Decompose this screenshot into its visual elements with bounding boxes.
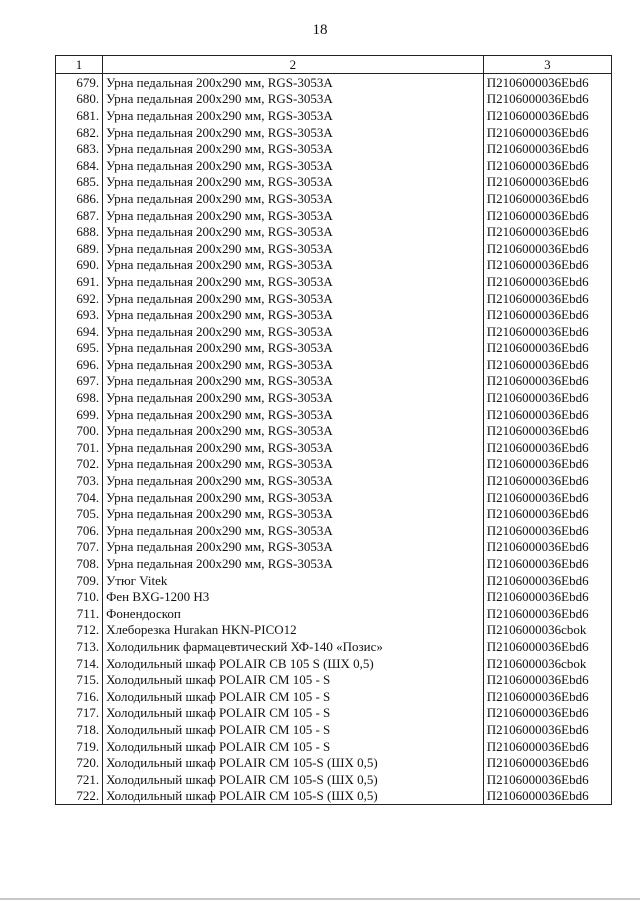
inventory-code: П2106000036Ebd6: [483, 91, 611, 108]
row-number: 717.: [56, 705, 103, 722]
item-name: Урна педальная 200х290 мм, RGS-3053A: [103, 207, 484, 224]
inventory-code: П2106000036Ebd6: [483, 472, 611, 489]
table-row: [56, 555, 612, 572]
inventory-code: П2106000036Ebd6: [483, 505, 611, 522]
row-number: 702.: [56, 456, 103, 473]
inventory-code: П2106000036Ebd6: [483, 157, 611, 174]
item-name: Урна педальная 200х290 мм, RGS-3053A: [103, 340, 484, 357]
inventory-code: П2106000036Ebd6: [483, 389, 611, 406]
table-row: [56, 605, 612, 622]
item-name: Урна педальная 200х290 мм, RGS-3053A: [103, 505, 484, 522]
table-row: [56, 788, 612, 805]
inventory-code: П2106000036Ebd6: [483, 605, 611, 622]
item-name: Урна педальная 200х290 мм, RGS-3053A: [103, 174, 484, 191]
row-number: 716.: [56, 688, 103, 705]
item-name: Урна педальная 200х290 мм, RGS-3053A: [103, 472, 484, 489]
row-number: 711.: [56, 605, 103, 622]
row-number: 686.: [56, 190, 103, 207]
table-row: [56, 754, 612, 771]
item-name: Урна педальная 200х290 мм, RGS-3053A: [103, 290, 484, 307]
item-name: Хлеборезка Hurakan HKN-PICO12: [103, 622, 484, 639]
scan-edge-divider: [0, 898, 640, 900]
inventory-code: П2106000036cbok: [483, 622, 611, 639]
row-number: 694.: [56, 323, 103, 340]
page-number: 18: [312, 22, 328, 38]
item-name: Урна педальная 200х290 мм, RGS-3053A: [103, 539, 484, 556]
item-name: Урна педальная 200х290 мм, RGS-3053A: [103, 240, 484, 257]
inventory-code: П2106000036Ebd6: [483, 207, 611, 224]
table-row: [56, 439, 612, 456]
table-row: [56, 489, 612, 506]
row-number: 688.: [56, 223, 103, 240]
inventory-code: П2106000036Ebd6: [483, 671, 611, 688]
item-name: Урна педальная 200х290 мм, RGS-3053A: [103, 555, 484, 572]
item-name: Фонендоскоп: [103, 605, 484, 622]
inventory-code: П2106000036Ebd6: [483, 306, 611, 323]
inventory-code: П2106000036Ebd6: [483, 174, 611, 191]
item-name: Урна педальная 200х290 мм, RGS-3053A: [103, 323, 484, 340]
row-number: 710.: [56, 588, 103, 605]
table-row: [56, 721, 612, 738]
table-body: [56, 74, 612, 805]
inventory-table: [55, 55, 612, 805]
item-name: Урна педальная 200х290 мм, RGS-3053A: [103, 157, 484, 174]
column-header-code: 3: [483, 56, 611, 74]
row-number: 703.: [56, 472, 103, 489]
row-number: 709.: [56, 572, 103, 589]
item-name: Урна педальная 200х290 мм, RGS-3053A: [103, 439, 484, 456]
inventory-code: П2106000036Ebd6: [483, 140, 611, 157]
table-row: [56, 74, 612, 91]
inventory-code: П2106000036Ebd6: [483, 124, 611, 141]
table-row: [56, 406, 612, 423]
inventory-code: П2106000036Ebd6: [483, 456, 611, 473]
table-row: [56, 422, 612, 439]
table-row: [56, 207, 612, 224]
table-row: [56, 223, 612, 240]
row-number: 699.: [56, 406, 103, 423]
row-number: 708.: [56, 555, 103, 572]
row-number: 695.: [56, 340, 103, 357]
row-number: 707.: [56, 539, 103, 556]
table-row: [56, 306, 612, 323]
inventory-code: П2106000036Ebd6: [483, 705, 611, 722]
item-name: Холодильный шкаф POLAIR CM 105-S (ШХ 0,5): [103, 771, 484, 788]
table-row: [56, 340, 612, 357]
inventory-code: П2106000036Ebd6: [483, 588, 611, 605]
table-row: [56, 539, 612, 556]
row-number: 722.: [56, 788, 103, 805]
inventory-code: П2106000036Ebd6: [483, 522, 611, 539]
inventory-code: П2106000036Ebd6: [483, 107, 611, 124]
item-name: Урна педальная 200х290 мм, RGS-3053A: [103, 107, 484, 124]
item-name: Холодильный шкаф POLAIR CM 105 - S: [103, 671, 484, 688]
item-name: Урна педальная 200х290 мм, RGS-3053A: [103, 306, 484, 323]
item-name: Холодильный шкаф POLAIR CM 105 - S: [103, 688, 484, 705]
inventory-code: П2106000036Ebd6: [483, 572, 611, 589]
table-row: [56, 771, 612, 788]
table-row: [56, 124, 612, 141]
row-number: 679.: [56, 74, 103, 91]
table-row: [56, 290, 612, 307]
row-number: 689.: [56, 240, 103, 257]
row-number: 690.: [56, 257, 103, 274]
inventory-code: П2106000036Ebd6: [483, 638, 611, 655]
inventory-code: П2106000036Ebd6: [483, 340, 611, 357]
inventory-code: П2106000036Ebd6: [483, 74, 611, 91]
inventory-code: П2106000036Ebd6: [483, 290, 611, 307]
item-name: Урна педальная 200х290 мм, RGS-3053A: [103, 389, 484, 406]
row-number: 700.: [56, 422, 103, 439]
row-number: 712.: [56, 622, 103, 639]
inventory-code: П2106000036Ebd6: [483, 422, 611, 439]
table-row: [56, 472, 612, 489]
inventory-code: П2106000036cbok: [483, 655, 611, 672]
row-number: 706.: [56, 522, 103, 539]
table-row: [56, 671, 612, 688]
item-name: Урна педальная 200х290 мм, RGS-3053A: [103, 223, 484, 240]
column-header-number: 1: [56, 56, 103, 74]
table-row: [56, 174, 612, 191]
item-name: Урна педальная 200х290 мм, RGS-3053A: [103, 373, 484, 390]
item-name: Урна педальная 200х290 мм, RGS-3053A: [103, 74, 484, 91]
item-name: Урна педальная 200х290 мм, RGS-3053A: [103, 489, 484, 506]
inventory-code: П2106000036Ebd6: [483, 688, 611, 705]
table-row: [56, 738, 612, 755]
table-row: [56, 373, 612, 390]
table-row: [56, 688, 612, 705]
row-number: 693.: [56, 306, 103, 323]
item-name: Холодильный шкаф POLAIR CB 105 S (ШХ 0,5): [103, 655, 484, 672]
table-row: [56, 572, 612, 589]
row-number: 683.: [56, 140, 103, 157]
row-number: 696.: [56, 356, 103, 373]
row-number: 718.: [56, 721, 103, 738]
item-name: Холодильный шкаф POLAIR CM 105-S (ШХ 0,5): [103, 754, 484, 771]
table-row: [56, 257, 612, 274]
row-number: 721.: [56, 771, 103, 788]
row-number: 687.: [56, 207, 103, 224]
inventory-code: П2106000036Ebd6: [483, 240, 611, 257]
inventory-code: П2106000036Ebd6: [483, 555, 611, 572]
table-row: [56, 638, 612, 655]
item-name: Урна педальная 200х290 мм, RGS-3053A: [103, 356, 484, 373]
item-name: Урна педальная 200х290 мм, RGS-3053A: [103, 91, 484, 108]
table-row: [56, 655, 612, 672]
inventory-code: П2106000036Ebd6: [483, 323, 611, 340]
table-row: [56, 273, 612, 290]
inventory-code: П2106000036Ebd6: [483, 754, 611, 771]
row-number: 691.: [56, 273, 103, 290]
inventory-code: П2106000036Ebd6: [483, 721, 611, 738]
item-name: Холодильный шкаф POLAIR CM 105 - S: [103, 738, 484, 755]
table-row: [56, 91, 612, 108]
inventory-code: П2106000036Ebd6: [483, 356, 611, 373]
table-row: [56, 622, 612, 639]
inventory-code: П2106000036Ebd6: [483, 489, 611, 506]
inventory-code: П2106000036Ebd6: [483, 273, 611, 290]
table-row: [56, 356, 612, 373]
inventory-code: П2106000036Ebd6: [483, 373, 611, 390]
row-number: 704.: [56, 489, 103, 506]
item-name: Урна педальная 200х290 мм, RGS-3053A: [103, 140, 484, 157]
table-row: [56, 522, 612, 539]
table-row: [56, 157, 612, 174]
column-header-name: 2: [103, 56, 484, 74]
row-number: 684.: [56, 157, 103, 174]
table-header-row: [56, 56, 612, 74]
item-name: Утюг Vitek: [103, 572, 484, 589]
inventory-code: П2106000036Ebd6: [483, 738, 611, 755]
item-name: Урна педальная 200х290 мм, RGS-3053A: [103, 522, 484, 539]
item-name: Урна педальная 200х290 мм, RGS-3053A: [103, 257, 484, 274]
item-name: Холодильник фармацевтический ХФ-140 «Позис»: [103, 638, 484, 655]
row-number: 714.: [56, 655, 103, 672]
row-number: 682.: [56, 124, 103, 141]
table-row: [56, 323, 612, 340]
item-name: Фен BXG-1200 H3: [103, 588, 484, 605]
inventory-code: П2106000036Ebd6: [483, 439, 611, 456]
table-row: [56, 588, 612, 605]
inventory-code: П2106000036Ebd6: [483, 539, 611, 556]
row-number: 692.: [56, 290, 103, 307]
item-name: Урна педальная 200х290 мм, RGS-3053A: [103, 190, 484, 207]
row-number: 715.: [56, 671, 103, 688]
table-row: [56, 240, 612, 257]
item-name: Холодильный шкаф POLAIR CM 105-S (ШХ 0,5): [103, 788, 484, 805]
item-name: Урна педальная 200х290 мм, RGS-3053A: [103, 124, 484, 141]
row-number: 719.: [56, 738, 103, 755]
item-name: Урна педальная 200х290 мм, RGS-3053A: [103, 456, 484, 473]
item-name: Урна педальная 200х290 мм, RGS-3053A: [103, 406, 484, 423]
table-row: [56, 505, 612, 522]
row-number: 685.: [56, 174, 103, 191]
table-row: [56, 705, 612, 722]
inventory-code: П2106000036Ebd6: [483, 223, 611, 240]
item-name: Урна педальная 200х290 мм, RGS-3053A: [103, 273, 484, 290]
inventory-code: П2106000036Ebd6: [483, 788, 611, 805]
row-number: 713.: [56, 638, 103, 655]
row-number: 720.: [56, 754, 103, 771]
inventory-code: П2106000036Ebd6: [483, 406, 611, 423]
table-row: [56, 389, 612, 406]
row-number: 705.: [56, 505, 103, 522]
inventory-code: П2106000036Ebd6: [483, 771, 611, 788]
row-number: 701.: [56, 439, 103, 456]
inventory-code: П2106000036Ebd6: [483, 190, 611, 207]
item-name: Холодильный шкаф POLAIR CM 105 - S: [103, 705, 484, 722]
row-number: 697.: [56, 373, 103, 390]
row-number: 698.: [56, 389, 103, 406]
item-name: Урна педальная 200х290 мм, RGS-3053A: [103, 422, 484, 439]
table-row: [56, 190, 612, 207]
table-row: [56, 456, 612, 473]
item-name: Холодильный шкаф POLAIR CM 105 - S: [103, 721, 484, 738]
table-row: [56, 140, 612, 157]
table-row: [56, 107, 612, 124]
row-number: 680.: [56, 91, 103, 108]
row-number: 681.: [56, 107, 103, 124]
inventory-code: П2106000036Ebd6: [483, 257, 611, 274]
